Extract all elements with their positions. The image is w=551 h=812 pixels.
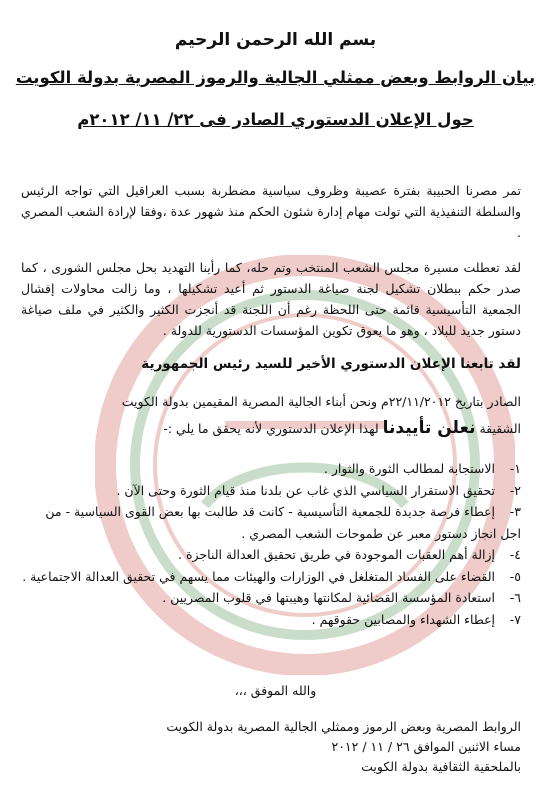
- list-item-text: إعطاء فرصة جديدة للجمعية التأسيسية - كانت قد طالبت بها بعض القوى السياسية - من اجل انجاز دستور معبر عن طموحات الشعب المصري .: [45, 504, 521, 541]
- achievements-list: [21, 458, 521, 630]
- list-item-number: ٥-: [509, 568, 521, 584]
- support-prefix: الشقيقة: [475, 421, 521, 436]
- support-emphasis: نعلن تأييدنا: [382, 418, 476, 438]
- list-item-number: ٤-: [509, 547, 521, 562]
- list-item: [21, 566, 521, 588]
- list-item: [21, 544, 521, 566]
- context-paragraph: لقد تعطلت مسيرة مجلس الشعب المنتخب وتم حله، كما رأينا التهديد بحل مجلس الشورى ، كما صدر حكم ببطلان تشكيل لجنة صياغة الدستور ثم أعيد تشكيلها ، وما زالت محاولات إفشال الجمعية التأسيسية قائمة حتى اللحظة رغم أن اللجنة قد أنجزت الكثير والكثير في ملف صياغة دستور جديد للبلاد ، وهو ما يعوق تكوين المؤسسات الدستورية للدولة .: [21, 260, 521, 338]
- list-item: [21, 480, 521, 502]
- intro-paragraph: تمر مصرنا الحبيبة بفترة عصيبة وظروف سياسية مضطربة بسبب العراقيل التي تواجه الرئيس والسلطة التنفيذية التي تولت مهام إدارة شئون الحكم منذ شهور عدة ،وفقا لإرادة الشعب المصري .: [21, 183, 521, 240]
- support-suffix: لهذا الإعلان الدستوري لأنه يحقق ما يلي :-: [163, 421, 383, 436]
- list-item-text: الاستجابة لمطالب الثورة والثوار .: [323, 461, 496, 476]
- signature-location: بالملحقية الثقافية بدولة الكويت: [361, 759, 521, 774]
- list-item-number: ٧-: [509, 611, 521, 627]
- issued-date-line: الصادر بتاريخ ٢٢/١١/٢٠١٢م ونحن أبناء الجالية المصرية المقيمين بدولة الكويت: [121, 394, 521, 409]
- signature-date: مساء الاثنين الموافق ٢٦ / ١١ / ٢٠١٢: [331, 739, 521, 754]
- signature-block: [166, 717, 521, 777]
- list-item-number: ١-: [509, 461, 521, 476]
- list-item-text: إزالة أهم العقبات الموجودة في طريق تحقيق العدالة الناجزة .: [178, 547, 496, 562]
- list-item-text: القضاء على الفساد المتغلغل في الوزارات والهيئات مما يسهم في تحقيق العدالة الاجتماعية .: [22, 568, 496, 584]
- signature-organizations: الروابط المصرية وبعض الرموز وممثلي الجالية المصرية بدولة الكويت: [166, 719, 521, 734]
- list-item-text: إعطاء الشهداء والمصابين حقوقهم .: [311, 611, 496, 627]
- list-item: [21, 609, 521, 631]
- list-item: [21, 458, 521, 480]
- statement-subtitle: حول الإعلان الدستوري الصادر فى ٢٢/ ١١/ ٢٠١٢م: [77, 110, 474, 129]
- list-item-text: استعادة المؤسسة القضائية لمكانتها وهيبتها في قلوب المصريين .: [162, 590, 496, 605]
- list-item: [21, 501, 521, 544]
- followed-declaration-heading: لقد تابعنا الإعلان الدستوري الأخير للسيد رئيس الجمهورية: [141, 356, 521, 372]
- statement-title: بيان الروابط وبعض ممثلي الجالية والرموز المصرية بدولة الكويت: [15, 68, 536, 87]
- list-item-number: ٢-: [509, 482, 521, 498]
- list-item-text: تحقيق الاستقرار السياسي الذي غاب عن بلدنا منذ قيام الثورة وحتى الآن .: [116, 482, 496, 498]
- list-item-number: ٦-: [509, 590, 521, 605]
- closing-line: والله الموفق ،،،: [234, 683, 317, 698]
- list-item-number: ٣-: [509, 504, 521, 519]
- support-statement-line: [163, 418, 521, 438]
- basmala-heading: بسم الله الرحمن الرحيم: [174, 30, 377, 50]
- list-item: [21, 587, 521, 609]
